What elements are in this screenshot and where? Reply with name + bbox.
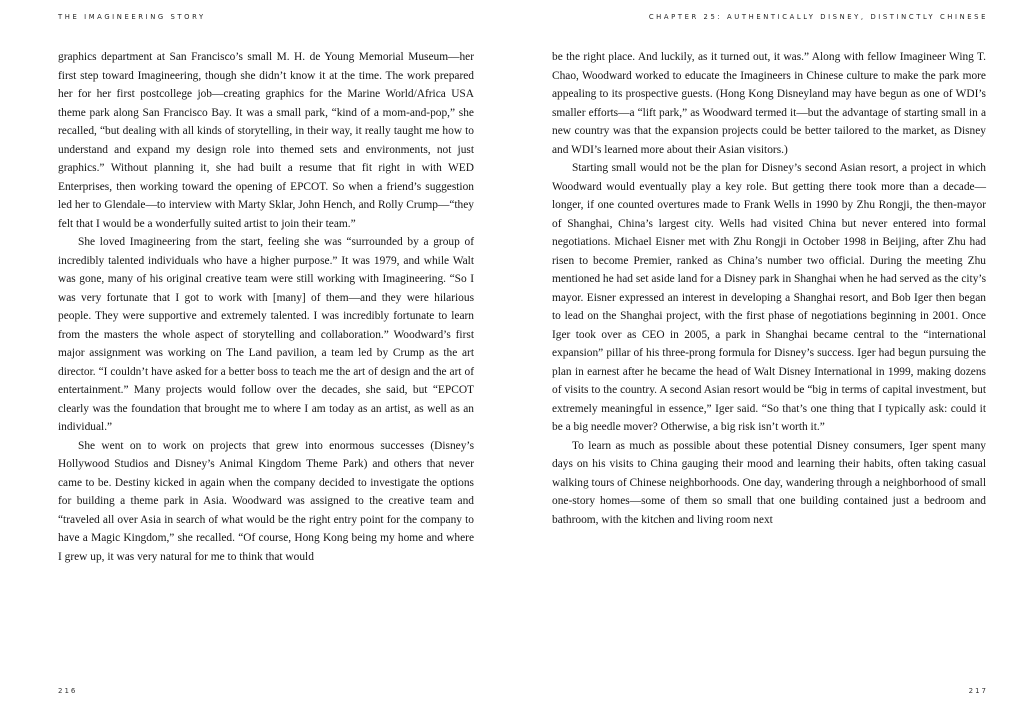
running-head-left: THE IMAGINEERING STORY <box>58 13 206 21</box>
paragraph: graphics department at San Francisco’s small M. H. de Young Memorial Museum—her first step toward Imagineering, though she didn’t know it at the time. The work prepared her for her first postcollege job—creating graphics for the Marine World/Africa USA theme park along San Francisco Bay. It was a small park, “kind of a mom-and-pop,” she recalled, “but dealing with all kinds of storytelling, in their way, it really taught me how to understand and expand my design role into themed sets and environments, not just graphics.” Without planning it, she had built a resume that fit right in with WED Enterprises, then working toward the opening of EPCOT. So when a friend’s suggestion led her to Glendale—to interview with Marty Sklar, John Hench, and Rolly Crump—“they felt that I would be a wonderfully suited artist to join their team.” <box>58 51 474 230</box>
paragraph: She went on to work on projects that grew into enormous successes (Disney’s Hollywood Studios and Disney’s Animal Kingdom Theme Park) and others that never came to be. Destiny kicked in again when the company decided to investigate the options for building a theme park in Asia. Woodward was assigned to the creative team and “traveled all over Asia in search of what would be the right entry point for the company to have a Magic Kingdom,” she recalled. “Of course, Hong Kong being my home and where I grew up, it was very natural for me to think that would <box>58 439 474 563</box>
paragraph: be the right place. And luckily, as it turned out, it was.” Along with fellow Imagineer Wing T. Chao, Woodward worked to educate the Imagineers in Chinese culture to make the park more appealing to its prospective guests. (Hong Kong Disneyland may have begun as one of WDI’s smaller efforts—a “lift park,” as Woodward termed it—but the advantage of starting small in a new country was that the expansion projects could be better tailored to the market, as Disney and WDI’s learned more about their Asian visitors.) <box>552 51 986 156</box>
page-number-left: 216 <box>58 687 78 695</box>
page-number-right: 217 <box>968 687 988 695</box>
running-head-right: CHAPTER 25: AUTHENTICALLY DISNEY, DISTINCTLY CHINESE <box>648 13 988 21</box>
left-page-body <box>58 48 474 566</box>
paragraph: Starting small would not be the plan for Disney’s second Asian resort, a project in which Woodward would eventually play a key role. But getting there took more than a decade—longer, if one counted overtures made to Frank Wells in 1990 by Zhu Rongji, the then-mayor of Shanghai, China’s largest city. Wells had visited China but never entered into formal negotiations. Michael Eisner met with Zhu Rongji in October 1998 in Beijing, after Zhu had risen to become Premier, ranked as China’s number two official. During the meeting Zhu mentioned he had set aside land for a Disney park in Shanghai when he had served as the city’s mayor. Eisner expressed an interest in developing a Shanghai resort, and Bob Iger then began to lead on the Shanghai project, with the first phase of negotiations beginning in 2001. Once Iger took over as CEO in 2005, a park in Shanghai became central to the “international expansion” pillar of his three-prong formula for Disney’s success. Iger had begun pursuing the plan in earnest after he became the head of Walt Disney International in 1999, making dozens of visits to the country. A second Asian resort would be “big in terms of capital investment, but extremely meaningful in essence,” Iger said. “So that’s one thing that I typically ask: could it be a big needle mover? Otherwise, a big risk isn’t worth it.” <box>552 162 986 433</box>
right-page <box>512 0 1024 709</box>
paragraph: To learn as much as possible about these potential Disney consumers, Iger spent many days on his visits to China gauging their mood and learning their habits, often taking casual walking tours of Chinese neighborhoods. One day, wandering through a neighborhood of small one-story homes—some of them so small that one building contained just a bedroom and bathroom, with the kitchen and living room next <box>552 439 986 526</box>
right-page-body <box>552 48 986 529</box>
paragraph: She loved Imagineering from the start, feeling she was “surrounded by a group of incredibly talented individuals who have a higher purpose.” It was 1979, and while Walt was gone, many of his original creative team were still working with Imagineering. “So I was very fortunate that I got to work with [many] of them—and they were hilarious people. They were supportive and extremely talented. I was incredibly fortunate to learn from the masters the whole aspect of storytelling and collaboration.” Woodward’s first major assignment was working on The Land pavilion, a team led by Crump as the art director. “I couldn’t have asked for a better boss to teach me the art of design and the art of entertainment.” Many projects would follow over the decades, she said, but “EPCOT clearly was the foundation that brought me to where I am today as an artist, as well as an individual.” <box>58 236 474 433</box>
